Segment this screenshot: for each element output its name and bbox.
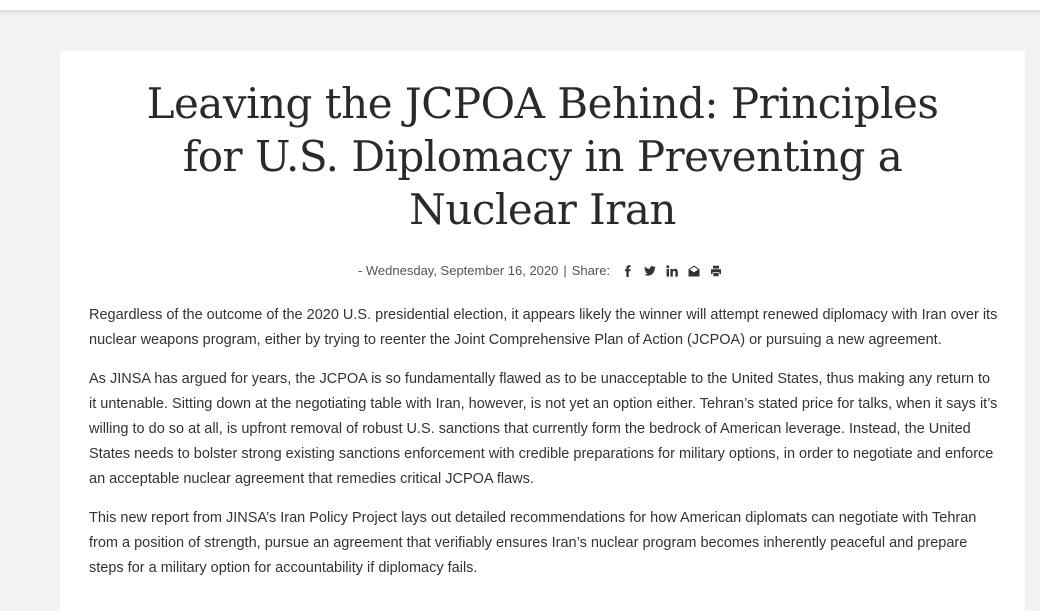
email-icon[interactable] [688,264,700,277]
article-title-line: for U.S. Diplomacy in Preventing a [182,132,903,181]
article-body [89,303,1001,595]
facebook-icon[interactable] [622,264,634,277]
print-icon[interactable] [710,264,722,277]
article-title [60,77,1025,236]
article-title-line: Leaving the JCPOA Behind: Principles [146,79,939,128]
article-meta [60,263,1025,278]
article-paragraph: This new report from JINSA’s Iran Policy Project lays out detailed recommendations for how American diplomats can negotiate with Tehran from a position of strength, pursue an agreement that verifiably ensures Iran’s nuclear program becomes inherently peaceful and prepare steps for a military option for accountability if diplomacy fails. [89,510,977,576]
share-icons [617,264,727,277]
meta-separator: | [563,263,567,278]
publish-date: - Wednesday, September 16, 2020 [357,263,559,278]
top-header-bar [0,0,1040,10]
article-title-line: Nuclear Iran [409,185,676,234]
article-paragraph: Regardless of the outcome of the 2020 U.S. presidential election, it appears likely the winner will attempt renewed diplomacy with Iran over its nuclear weapons program, either by trying to reenter the Joint Comprehensive Plan of Action (JCPOA) or pursuing a new agreement. [89,307,998,348]
linkedin-icon[interactable] [666,264,678,277]
share-label: Share: [571,263,611,278]
twitter-icon[interactable] [644,264,656,277]
article-paragraph: As JINSA has argued for years, the JCPOA is so fundamentally flawed as to be unacceptable to the United States, thus making any return to it untenable. Sitting down at the negotiating table with Iran, however, is not yet an option either. Tehran’s stated price for talks, when it says it’s willing to do so at all, is upfront removal of robust U.S. sanctions that currently form the bedrock of American leverage. Instead, the United States needs to bolster strong existing sanctions enforcement with credible preparations for military options, in order to negotiate and enforce an acceptable nuclear agreement that remedies critical JCPOA flaws. [89,371,998,487]
article-card [60,51,1025,611]
